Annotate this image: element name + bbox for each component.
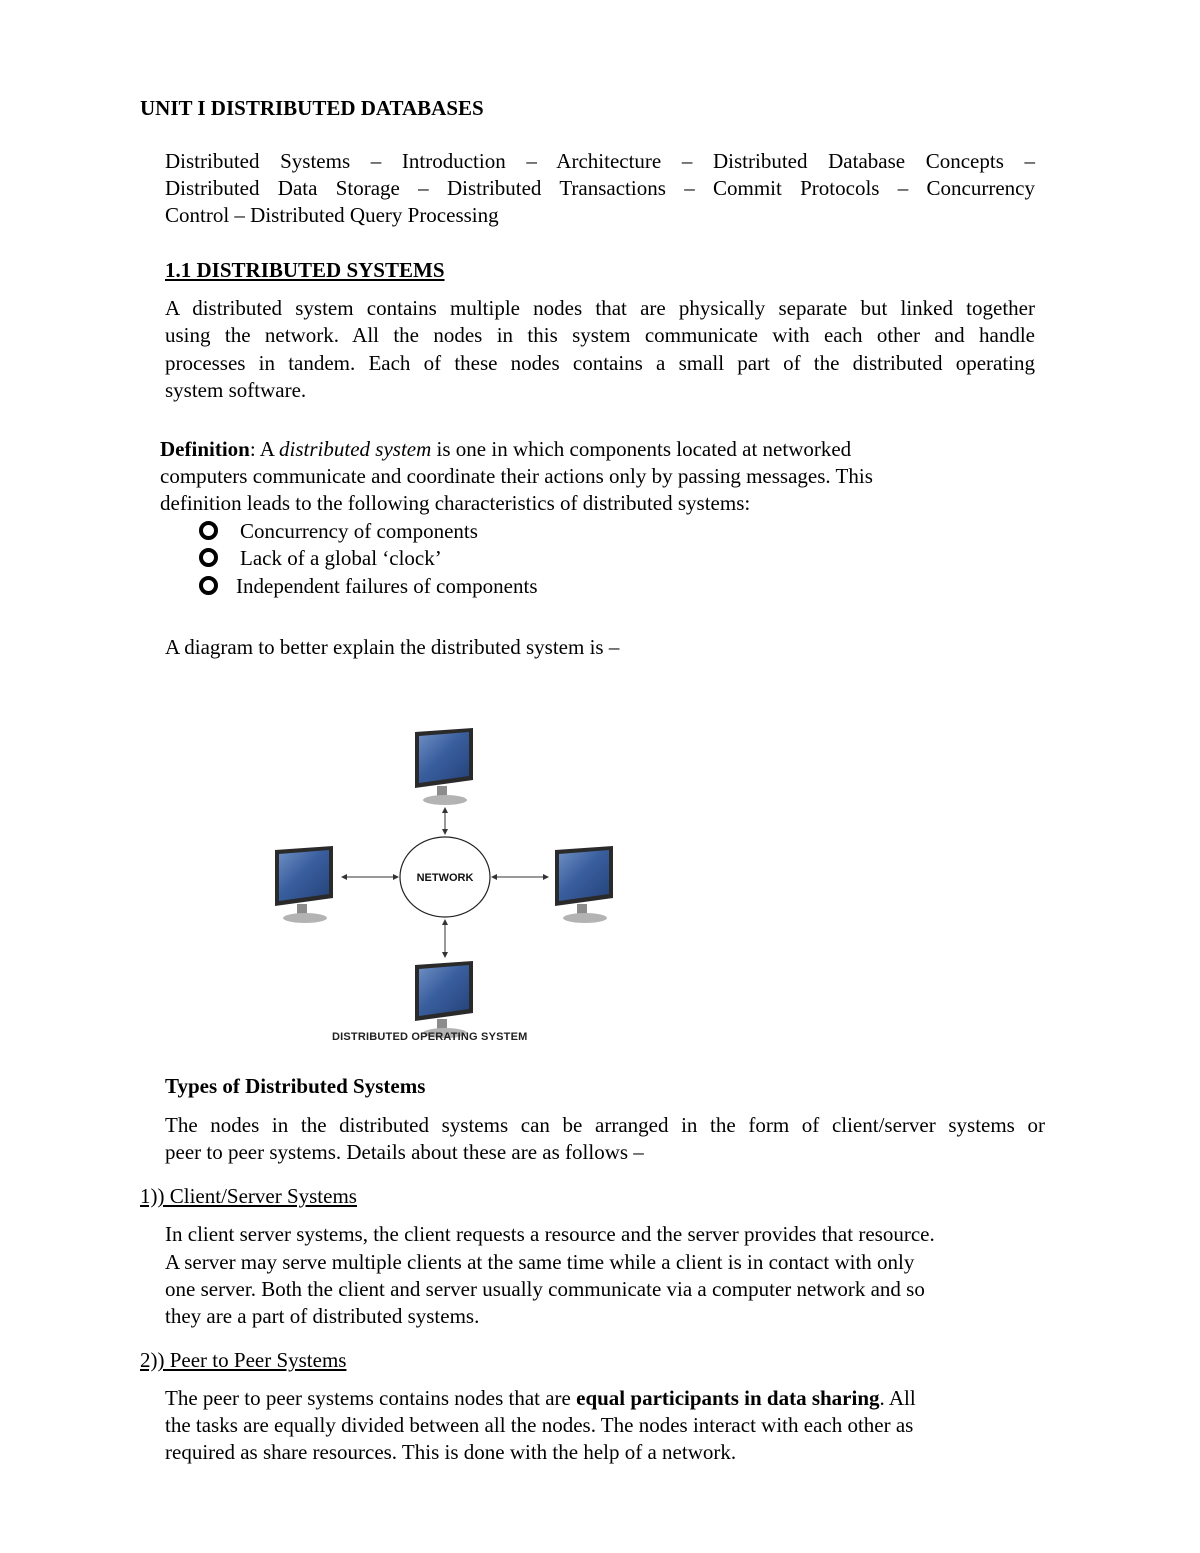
paragraph-text: . All (879, 1386, 916, 1410)
section-heading: 1.1 DISTRIBUTED SYSTEMS (165, 258, 445, 282)
paragraph-line: one server. Both the client and server usually communicate via a computer network and so (165, 1277, 925, 1301)
paragraph-line: processes in tandem. Each of these nodes contains a small part of the distributed operating (165, 351, 1035, 375)
paragraph-text: The peer to peer systems contains nodes that are (165, 1386, 577, 1410)
definition-text: : A (249, 437, 280, 461)
paragraph-line: the tasks are equally divided between all the nodes. The nodes interact with each other as (165, 1413, 914, 1437)
paragraph-line: they are a part of distributed systems. (165, 1304, 480, 1328)
definition-label: Definition (160, 437, 250, 461)
bullet-ring-icon (199, 576, 218, 595)
monitor-icon (275, 846, 333, 923)
definition-text: is one in which components located at networked (431, 437, 852, 461)
definition-line (160, 436, 851, 463)
paragraph-line: A server may serve multiple clients at the same time while a client is in contact with only (165, 1250, 915, 1274)
emphasis-text: equal participants in data sharing (576, 1386, 880, 1410)
network-label: NETWORK (416, 872, 474, 884)
unit-title: UNIT I DISTRIBUTED DATABASES (140, 96, 484, 120)
diagram-intro: A diagram to better explain the distributed system is – (165, 635, 620, 659)
paragraph-line: A distributed system contains multiple nodes that are physically separate but linked together (165, 296, 1035, 320)
bullet-item: Independent failures of components (236, 574, 538, 598)
syllabus-line: Distributed Data Storage – Distributed Transactions – Commit Protocols – Concurrency (165, 176, 1035, 200)
monitor-icon (555, 846, 613, 923)
syllabus-line: Control – Distributed Query Processing (165, 203, 499, 227)
paragraph-line: required as share resources. This is done with the help of a network. (165, 1440, 737, 1464)
monitor-icon (415, 728, 473, 805)
subsection-heading: 1)) Client/Server Systems (140, 1184, 357, 1208)
paragraph-line: The nodes in the distributed systems can be arranged in the form of client/server systems or (165, 1113, 1045, 1137)
paragraph-line: system software. (165, 378, 307, 402)
paragraph-line: peer to peer systems. Details about these are as follows – (165, 1140, 644, 1164)
definition-term: distributed system (279, 437, 432, 461)
distributed-system-diagram (260, 720, 630, 1050)
bullet-item: Lack of a global ‘clock’ (240, 546, 442, 570)
monitor-icon (415, 961, 473, 1038)
diagram-caption: DISTRIBUTED OPERATING SYSTEM (332, 1031, 528, 1043)
paragraph-line (165, 1385, 916, 1412)
definition-line: definition leads to the following characteristics of distributed systems: (160, 491, 751, 515)
bullet-ring-icon (199, 548, 218, 567)
bullet-ring-icon (199, 521, 218, 540)
paragraph-line: In client server systems, the client requests a resource and the server provides that resource. (165, 1222, 935, 1246)
types-heading: Types of Distributed Systems (165, 1074, 426, 1098)
syllabus-line: Distributed Systems – Introduction – Architecture – Distributed Database Concepts – (165, 149, 1035, 173)
bullet-item: Concurrency of components (240, 519, 478, 543)
paragraph-line: using the network. All the nodes in this system communicate with each other and handle (165, 323, 1035, 347)
subsection-heading: 2)) Peer to Peer Systems (140, 1348, 347, 1372)
definition-line: computers communicate and coordinate their actions only by passing messages. This (160, 464, 873, 488)
